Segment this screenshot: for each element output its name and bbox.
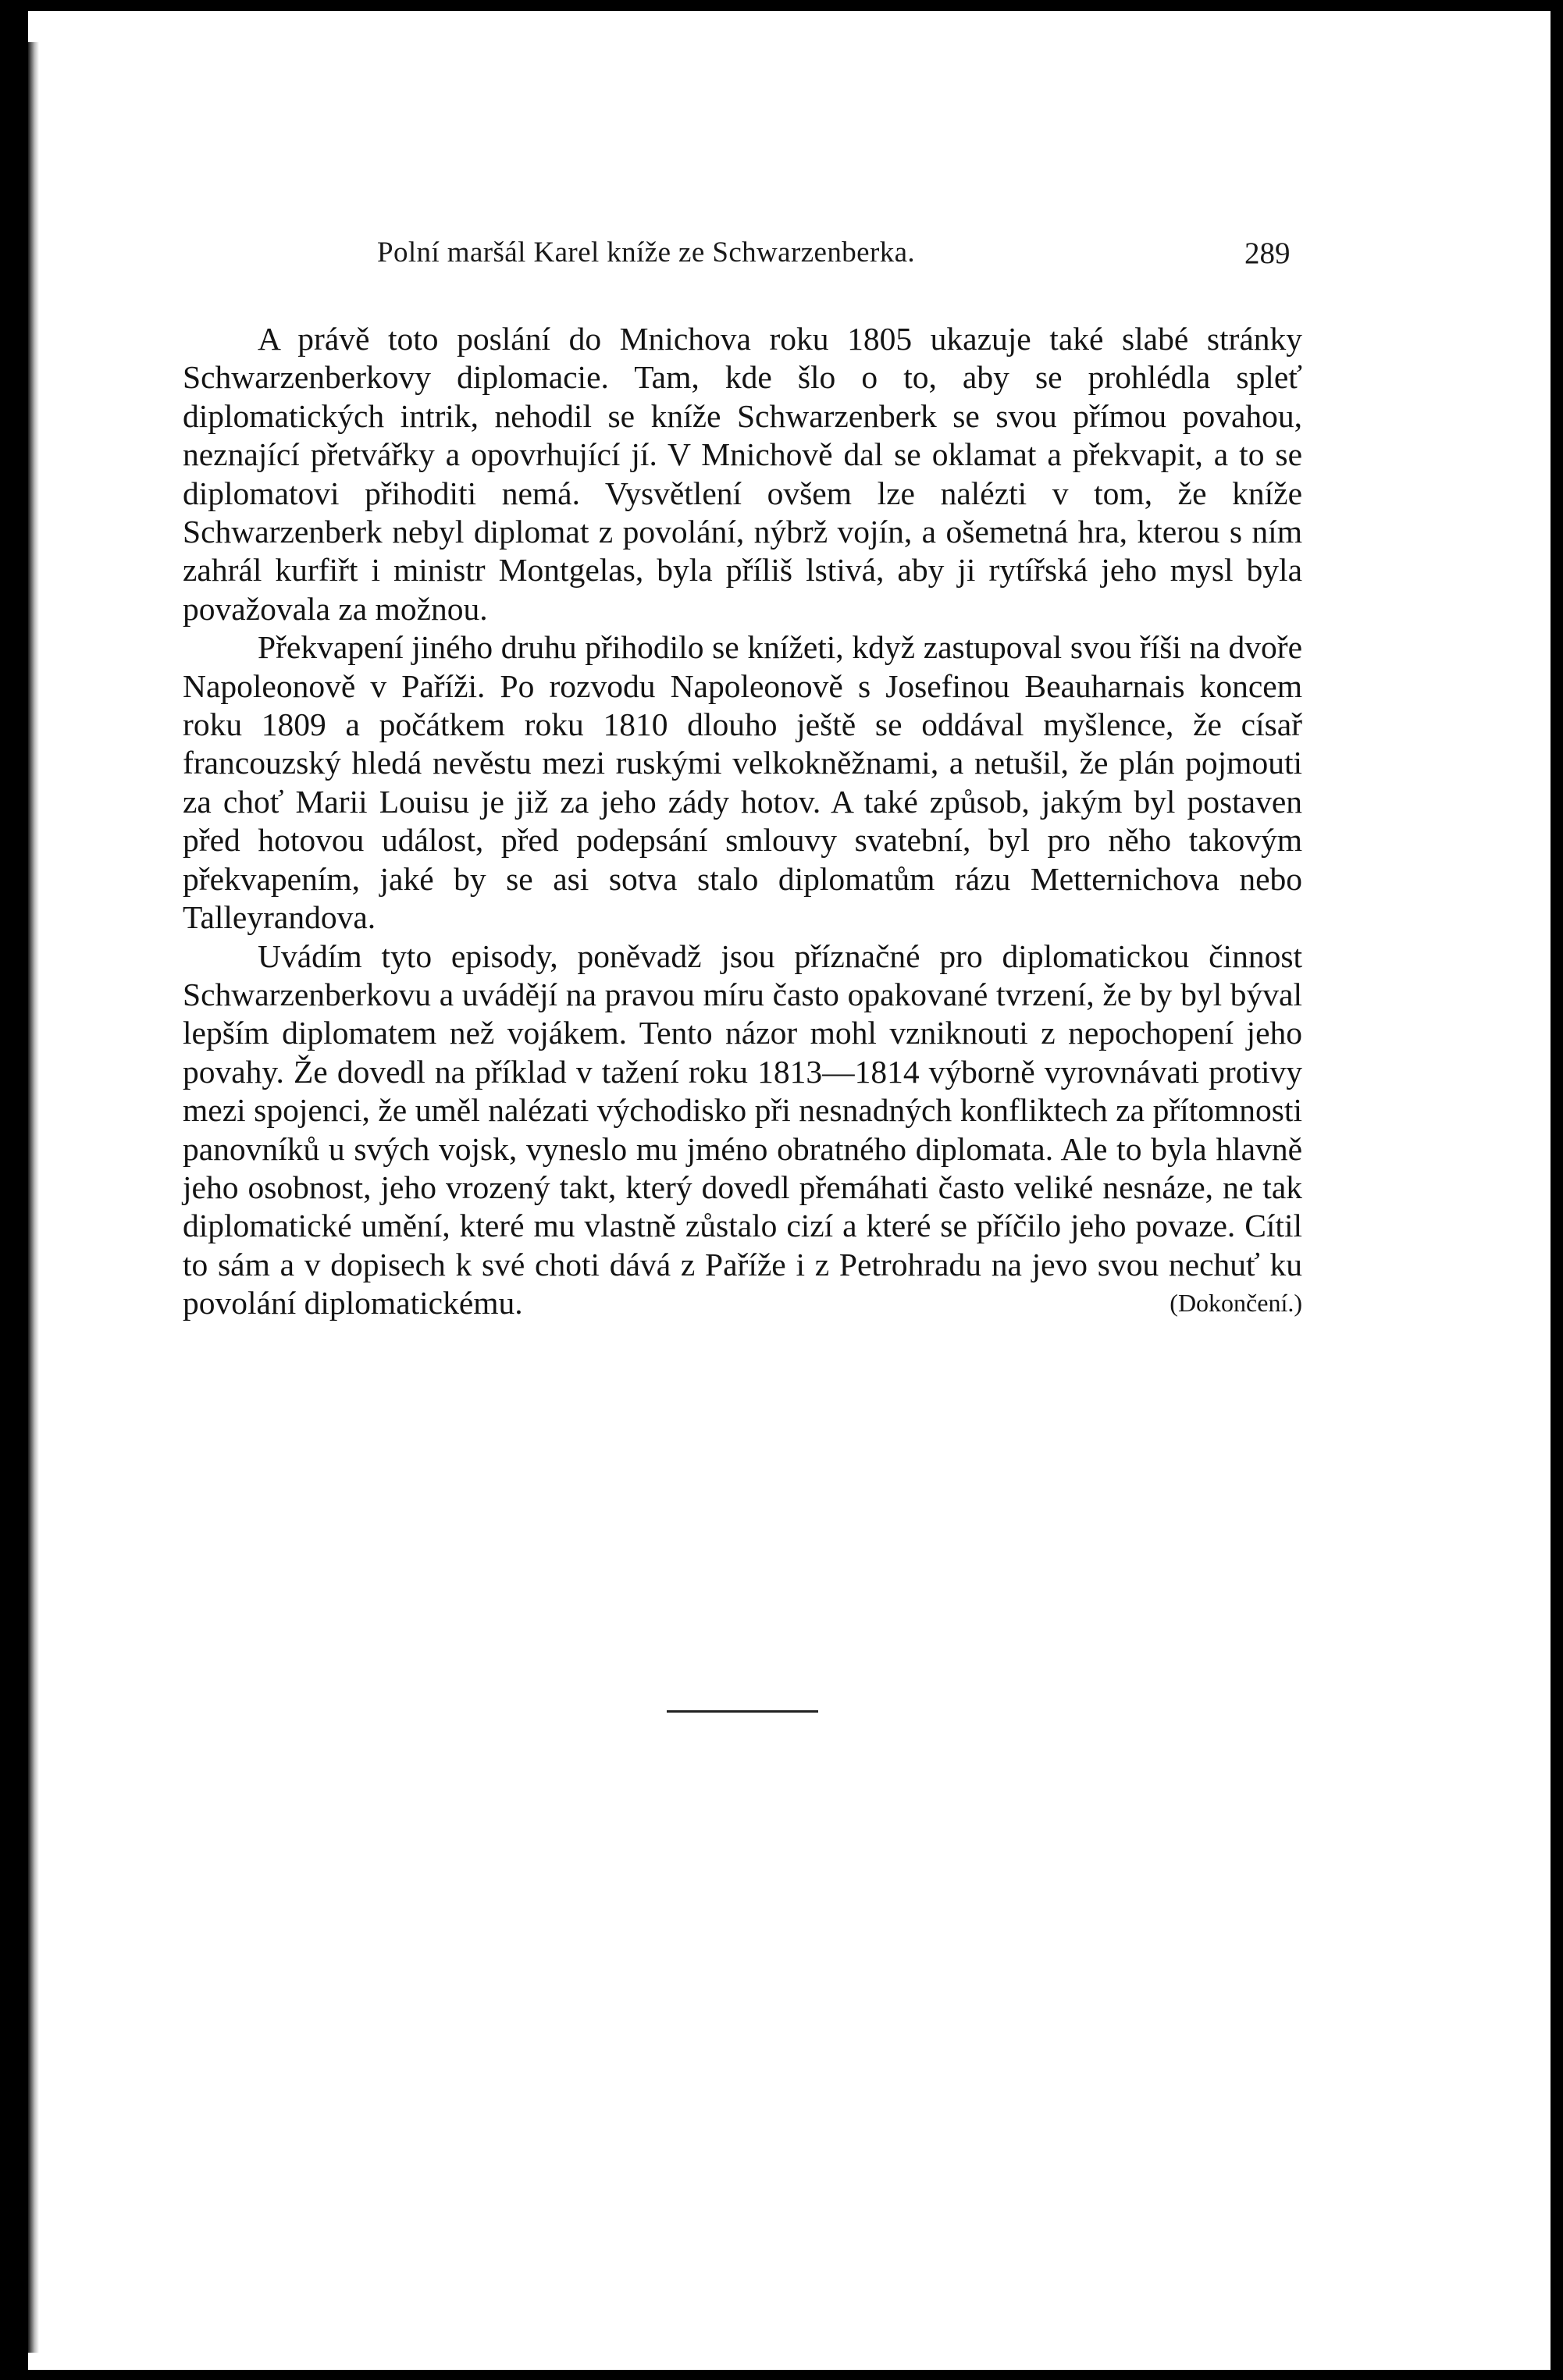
paragraph: Překvapení jiného druhu přihodilo se knížeti, když zastupoval svou říši na dvoře Napoleonově v Paříži. Po rozvodu Napoleonově s Josefinou Beauharnais koncem roku 1809 a počátkem roku 1810 dlouho ještě se oddával myšlence, že císař francouzský hledá nevěstu mezi ruskými velkokněžnami, a netušil, že plán pojmouti za choť Marii Louisu je již za jeho zády hotov. A také způsob, jakým byl postaven před hotovou událost, před podepsání smlouvy svatební, byl pro něho takovým překvapením, jaké by se asi sotva stalo diplomatům rázu Metternichova nebo Talleyrandova. (183, 629, 1302, 936)
continuation-note: (Dokončení.) (1170, 1289, 1302, 1318)
page-number: 289 (1244, 237, 1291, 270)
end-rule (667, 1710, 818, 1713)
page-edge-shadow (28, 42, 39, 2353)
document-page (28, 11, 1551, 2370)
body-text (183, 320, 1302, 1323)
paragraph: A právě toto poslání do Mnichova roku 1805 ukazuje také slabé stránky Schwarzenberkovy diplomacie. Tam, kde šlo o to, aby se prohlédla spleť diplomatických intrik, nehodil se kníže Schwarzenberk se svou přímou povahou, neznající přetvářky a opovrhující jí. V Mnichově dal se oklamat a překvapit, a to se diplomatovi přihoditi nemá. Vysvětlení ovšem lze nalézti v tom, že kníže Schwarzenberk nebyl diplomat z povolání, nýbrž vojín, a ošemetná hra, kterou s ním zahrál kurfiřt i ministr Montgelas, byla příliš lstivá, aby ji rytířská jeho mysl byla považovala za možnou. (183, 321, 1302, 627)
paragraph (183, 937, 1302, 1323)
running-head (28, 236, 1551, 279)
paragraph-text: Uvádím tyto episody, poněvadž jsou příznačné pro diplomatickou činnost Schwarzenberkovu a uvádějí na pravou míru často opakované tvrzení, že by byl býval lepším diplomatem než vojákem. Tento názor mohl vzniknouti z nepochopení jeho povahy. Že dovedl na příklad v tažení roku 1813—1814 výborně vyrovnávati protivy mezi spojenci, že uměl nalézati východisko při nesnadných konfliktech za přítomnosti panovníků u svých vojsk, vyneslo mu jméno obratného diplomata. Ale to byla hlavně jeho osobnost, jeho vrozený takt, který dovedl přemáhati často veliké nesnáze, ne tak diplomatické umění, které mu vlastně zůstalo cizí a které se příčilo jeho povaze. Cítil to sám a v dopisech k své choti dává z Paříže i z Petrohradu na jevo svou nechuť ku povolání diplomatickému. (183, 937, 1302, 1322)
running-head-title: Polní maršál Karel kníže ze Schwarzenberka. (377, 237, 916, 269)
